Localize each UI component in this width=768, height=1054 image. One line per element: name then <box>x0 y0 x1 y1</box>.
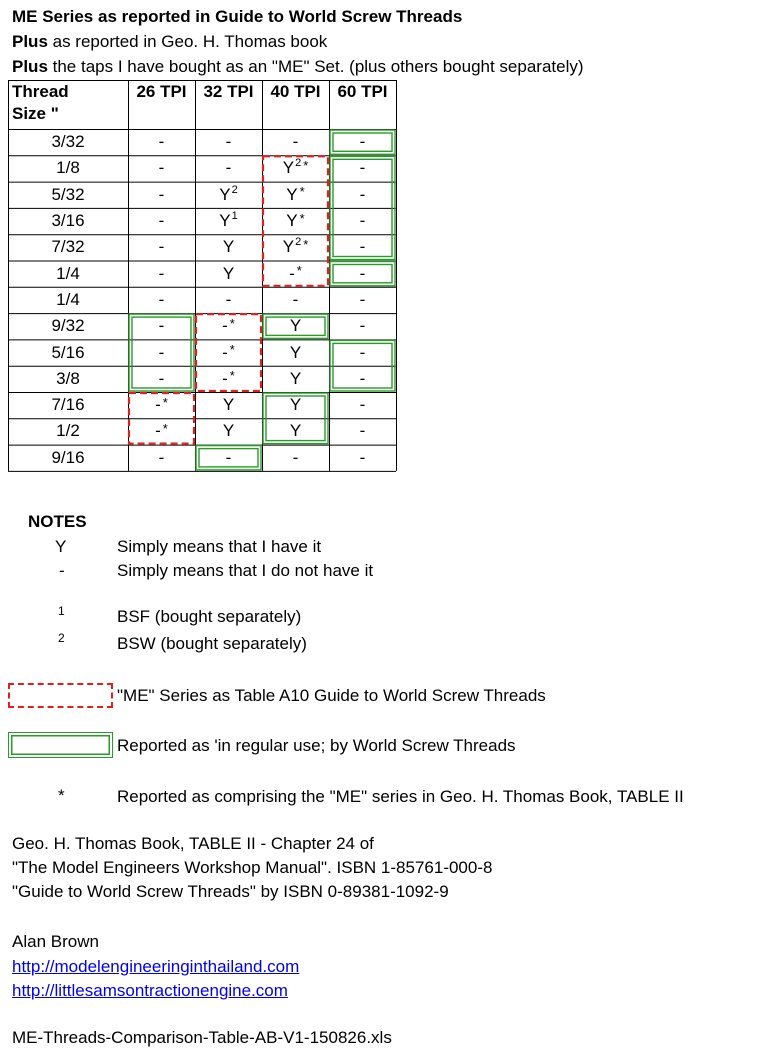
note-sup1-symbol: 1 <box>58 604 65 618</box>
cell-value: - <box>359 184 366 204</box>
table-cell <box>329 129 396 155</box>
table-cell <box>128 287 195 313</box>
cell-value: - <box>359 237 366 257</box>
red-legend-text: "ME" Series as Table A10 Guide to World Screw Threads <box>117 686 546 705</box>
cell-value: - <box>158 263 165 283</box>
cell-value: - <box>158 237 165 257</box>
cell-star-marker: * <box>162 394 168 410</box>
table-cell <box>262 287 329 313</box>
cell-value: - <box>292 447 299 467</box>
cell-value: Y <box>286 184 298 204</box>
note-sup1-text: BSF (bought separately) <box>117 607 302 626</box>
table-cell <box>329 339 396 365</box>
table-cell <box>128 182 195 208</box>
cell-value: Y <box>289 421 302 441</box>
note-dash-text: Simply means that I do not have it <box>117 561 374 580</box>
table-cell <box>329 445 396 471</box>
reference-line-2: "The Model Engineers Workshop Manual". ISBN 1-85761-000-8 <box>12 858 493 877</box>
table-cell <box>128 392 195 418</box>
cell-value: - <box>359 263 366 283</box>
table-cell <box>195 418 262 444</box>
row-thread-size: 1/4 <box>56 263 80 283</box>
cell-star-marker: * <box>299 210 305 226</box>
author-link-1[interactable]: http://modelengineeringinthailand.com <box>12 957 300 976</box>
cell-value: - <box>359 289 366 309</box>
cell-value: - <box>158 211 165 231</box>
cell-star-marker: * <box>303 157 309 173</box>
note-y-symbol: Y <box>55 537 67 556</box>
cell-value: - <box>158 132 165 152</box>
green-box-legend-swatch <box>8 732 113 758</box>
cell-value: - <box>158 289 165 309</box>
row-thread-size: 5/32 <box>51 184 85 204</box>
table-cell <box>128 418 195 444</box>
row-thread-size: 7/32 <box>51 237 85 257</box>
table-cell <box>329 208 396 234</box>
cell-value: - <box>292 289 299 309</box>
table-cell <box>262 339 329 365</box>
table-cell <box>329 287 396 313</box>
cell-value: - <box>225 158 232 178</box>
table-cell: Y $^2$ <box>219 183 238 204</box>
table-cell: Y $^1$ <box>219 210 238 231</box>
column-header: 60 TPI <box>337 82 388 101</box>
cell-star-marker: * <box>229 315 235 331</box>
row-thread-size: 3/8 <box>56 368 80 388</box>
column-header: 26 TPI <box>136 82 187 101</box>
author-name: Alan Brown <box>12 932 99 951</box>
table-cell <box>262 313 329 339</box>
cell-value: - <box>289 263 295 283</box>
cell-star-marker: * <box>229 342 235 358</box>
table-cell <box>329 418 396 444</box>
table-cell <box>195 287 262 313</box>
cell-star-marker: * <box>296 263 302 279</box>
table-cell <box>195 129 262 155</box>
red-dashed-legend-swatch <box>8 683 113 708</box>
header-thread-label: Thread <box>12 82 69 101</box>
table-cell <box>262 261 329 287</box>
cell-value: - <box>359 211 366 231</box>
table-cell <box>262 182 329 208</box>
reference-line-3: "Guide to World Screw Threads" by ISBN 0-89381-1092-9 <box>12 882 449 901</box>
cell-value: Y <box>289 368 302 388</box>
table-cell <box>128 261 195 287</box>
table-cell <box>128 313 195 339</box>
table-cell <box>195 261 262 287</box>
cell-value: - <box>359 395 366 415</box>
row-thread-size: 1/2 <box>56 421 80 441</box>
cell-star-marker: * <box>303 236 309 252</box>
table-cell: Y $^2$ * <box>282 157 309 178</box>
cell-value: - <box>359 316 366 336</box>
table-cell <box>195 445 262 471</box>
note-sup2-text: BSW (bought separately) <box>117 634 307 653</box>
cell-value: Y <box>286 211 298 231</box>
row-thread-size: 9/32 <box>51 316 85 336</box>
cell-star-marker: * <box>229 368 235 384</box>
cell-value: Y <box>289 395 302 415</box>
table-cell <box>195 155 262 181</box>
cell-value: - <box>359 158 366 178</box>
row-thread-size: 1/4 <box>56 289 80 309</box>
green-legend-text: Reported as 'in regular use; by World Screw Threads <box>117 736 516 755</box>
cell-value: Y <box>222 237 235 257</box>
table-cell <box>128 445 195 471</box>
cell-value: Y <box>289 342 302 362</box>
table-cell <box>262 208 329 234</box>
cell-value: - <box>359 447 366 467</box>
cell-value: Y <box>222 395 235 415</box>
table-cell <box>128 234 195 260</box>
table-cell <box>262 418 329 444</box>
table-cell <box>329 234 396 260</box>
cell-value: - <box>359 368 366 388</box>
cell-value: - <box>222 368 228 388</box>
cell-value: - <box>222 342 228 362</box>
title-line: ME Series as reported in Guide to World Screw Threads <box>12 7 463 26</box>
table-cell <box>262 366 329 392</box>
header-size-label: Size " <box>12 104 59 123</box>
table-cell <box>195 339 262 365</box>
cell-value: - <box>292 132 299 152</box>
table-cell: Y $^2$ * <box>282 236 309 257</box>
cell-value: Y <box>222 263 235 283</box>
row-thread-size: 1/8 <box>56 158 80 178</box>
cell-value: - <box>359 421 366 441</box>
cell-value: Y <box>222 421 235 441</box>
table-cell <box>329 155 396 181</box>
table-cell <box>329 366 396 392</box>
table-cell <box>329 182 396 208</box>
cell-value: - <box>155 421 161 441</box>
table-cell <box>128 208 195 234</box>
table-cell <box>262 445 329 471</box>
cell-value: - <box>225 132 232 152</box>
notes-title: NOTES <box>28 512 87 531</box>
cell-value: Y <box>219 184 231 204</box>
cell-value: Y <box>282 237 295 257</box>
table-cell <box>262 129 329 155</box>
table-cell <box>262 392 329 418</box>
cell-value: - <box>225 447 232 467</box>
subtitle-line-2: Plus the taps I have bought as an "ME" Set. (plus others bought separately) <box>12 57 584 76</box>
cell-value: - <box>222 316 228 336</box>
row-thread-size: 9/16 <box>51 447 85 467</box>
note-dash-symbol: - <box>59 561 65 580</box>
table-cell <box>195 392 262 418</box>
cell-value: Y <box>289 316 302 336</box>
subtitle-line-1: Plus as reported in Geo. H. Thomas book <box>12 32 328 51</box>
cell-value: Y <box>219 211 231 231</box>
table-cell <box>195 234 262 260</box>
author-link-2[interactable]: http://littlesamsontractionengine.com <box>12 981 288 1000</box>
note-y-text: Simply means that I have it <box>117 537 322 556</box>
cell-value: - <box>158 368 165 388</box>
cell-value: - <box>359 342 366 362</box>
reference-line-1: Geo. H. Thomas Book, TABLE II - Chapter 24 of <box>12 834 374 853</box>
note-sup2-symbol: 2 <box>58 631 65 645</box>
row-thread-size: 3/16 <box>51 211 85 231</box>
table-cell <box>128 129 195 155</box>
table-cell <box>195 366 262 392</box>
cell-star-marker: * <box>299 184 305 200</box>
column-header: 32 TPI <box>203 82 254 101</box>
file-name: ME-Threads-Comparison-Table-AB-V1-150826.xls <box>12 1028 392 1047</box>
table-cell <box>128 339 195 365</box>
table-cell <box>329 261 396 287</box>
cell-value: - <box>158 342 165 362</box>
cell-value: - <box>225 289 232 309</box>
cell-value: - <box>158 184 165 204</box>
row-thread-size: 5/16 <box>51 342 85 362</box>
cell-value: - <box>158 158 165 178</box>
row-thread-size: 3/32 <box>51 132 85 152</box>
table-cell <box>128 366 195 392</box>
cell-value: Y <box>282 158 295 178</box>
table-cell <box>329 313 396 339</box>
table-cell <box>128 155 195 181</box>
note-star-symbol: * <box>58 786 65 805</box>
row-thread-size: 7/16 <box>51 395 85 415</box>
cell-value: - <box>359 132 366 152</box>
header-thread-size <box>8 80 128 129</box>
cell-value: - <box>158 316 165 336</box>
cell-star-marker: * <box>162 420 168 436</box>
cell-value: - <box>158 447 165 467</box>
cell-value: - <box>155 395 161 415</box>
table-cell <box>195 313 262 339</box>
table-cell <box>329 392 396 418</box>
column-header: 40 TPI <box>270 82 321 101</box>
note-star-text: Reported as comprising the "ME" series in Geo. H. Thomas Book, TABLE II <box>117 787 684 806</box>
